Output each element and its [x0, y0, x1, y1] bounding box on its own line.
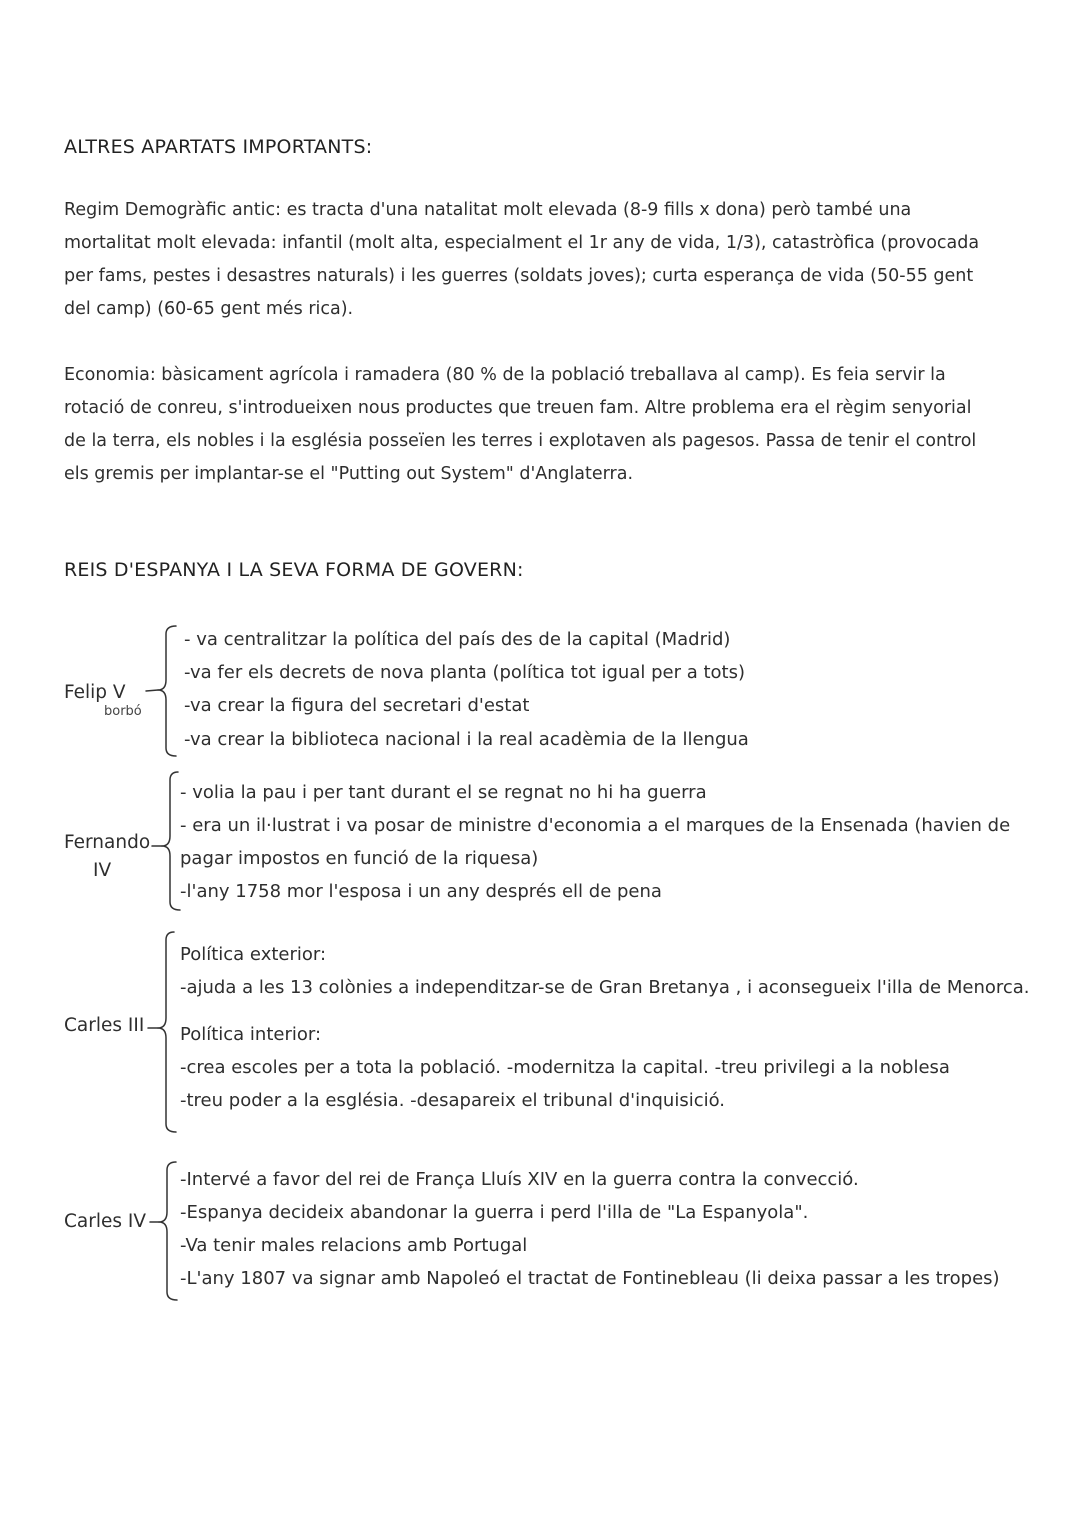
paragraph-line: mortalitat molt elevada: infantil (molt alta, especialment el 1r any de vida, 1/3), catastròfica (provocada: [64, 233, 980, 253]
section-heading-altres-apartats: ALTRES APARTATS IMPORTANTS:: [64, 136, 373, 158]
king-item: -Intervé a favor del rei de França Lluís XIV en la guerra contra la convecció.: [180, 1169, 859, 1190]
king-name: Fernando: [64, 832, 151, 853]
king-item: pagar impostos en funció de la riquesa): [180, 848, 539, 869]
paragraph-line: Economia: bàsicament agrícola i ramadera (80 % de la població treballava al camp). Es feia servir la: [64, 365, 946, 385]
paragraph-line: del camp) (60-65 gent més rica).: [64, 299, 354, 319]
king-name: Felip V: [64, 682, 126, 703]
bracket-carles-iii: [158, 932, 176, 1132]
king-subheading-interior: Política interior:: [180, 1024, 322, 1045]
king-name-numeral: IV: [93, 860, 112, 881]
king-item: -Va tenir males relacions amb Portugal: [180, 1235, 528, 1256]
paragraph-line: de la terra, els nobles i la església posseïen les terres i explotaven als pagesos. Passa de tenir el control: [64, 431, 977, 451]
king-name: Carles III: [64, 1015, 145, 1036]
paragraph-line: Regim Demogràfic antic: es tracta d'una natalitat molt elevada (8-9 fills x dona) però també una: [64, 200, 912, 220]
king-subheading-exterior: Política exterior:: [180, 944, 327, 965]
king-item: -va fer els decrets de nova planta (política tot igual per a tots): [184, 662, 745, 683]
king-item: - volia la pau i per tant durant el se regnat no hi ha guerra: [180, 782, 707, 803]
king-item: -va crear la figura del secretari d'estat: [184, 695, 530, 716]
bracket-pointer-felip-v: [146, 690, 158, 691]
king-item: -L'any 1807 va signar amb Napoleó el tractat de Fontinebleau (li deixa passar a les tropes): [180, 1268, 1000, 1289]
king-item: -l'any 1758 mor l'esposa i un any després ell de pena: [180, 881, 662, 902]
king-item: -ajuda a les 13 colònies a independitzar-se de Gran Bretanya , i aconsegueix l'illa de Menorca.: [180, 977, 1030, 998]
king-item: -Espanya decideix abandonar la guerra i perd l'illa de "La Espanyola".: [180, 1202, 809, 1223]
bracket-felip-v: [158, 626, 176, 756]
king-item: -treu poder a la església. -desapareix el tribunal d'inquisició.: [180, 1090, 726, 1111]
paragraph-line: els gremis per implantar-se el "Putting out System" d'Anglaterra.: [64, 464, 634, 484]
bracket-carles-iv: [159, 1162, 177, 1300]
king-item: - va centralitzar la política del país des de la capital (Madrid): [184, 629, 731, 650]
paragraph-line: rotació de conreu, s'introdueixen nous productes que treuen fam. Altre problema era el règim senyorial: [64, 398, 972, 418]
king-subtitle: borbó: [104, 704, 142, 719]
king-item: -va crear la biblioteca nacional i la real acadèmia de la llengua: [184, 729, 749, 750]
king-item: - era un il·lustrat i va posar de ministre d'economia a el marques de la Ensenada (havien de: [180, 815, 1011, 836]
paragraph-line: per fams, pestes i desastres naturals) i les guerres (soldats joves); curta esperança de vida (50-55 gent: [64, 266, 974, 286]
king-name: Carles IV: [64, 1211, 147, 1232]
section-heading-reis-espanya: REIS D'ESPANYA I LA SEVA FORMA DE GOVERN:: [64, 559, 524, 581]
bracket-fernando-iv: [162, 772, 180, 910]
king-item: -crea escoles per a tota la població. -modernitza la capital. -treu privilegi a la noblesa: [180, 1057, 950, 1078]
